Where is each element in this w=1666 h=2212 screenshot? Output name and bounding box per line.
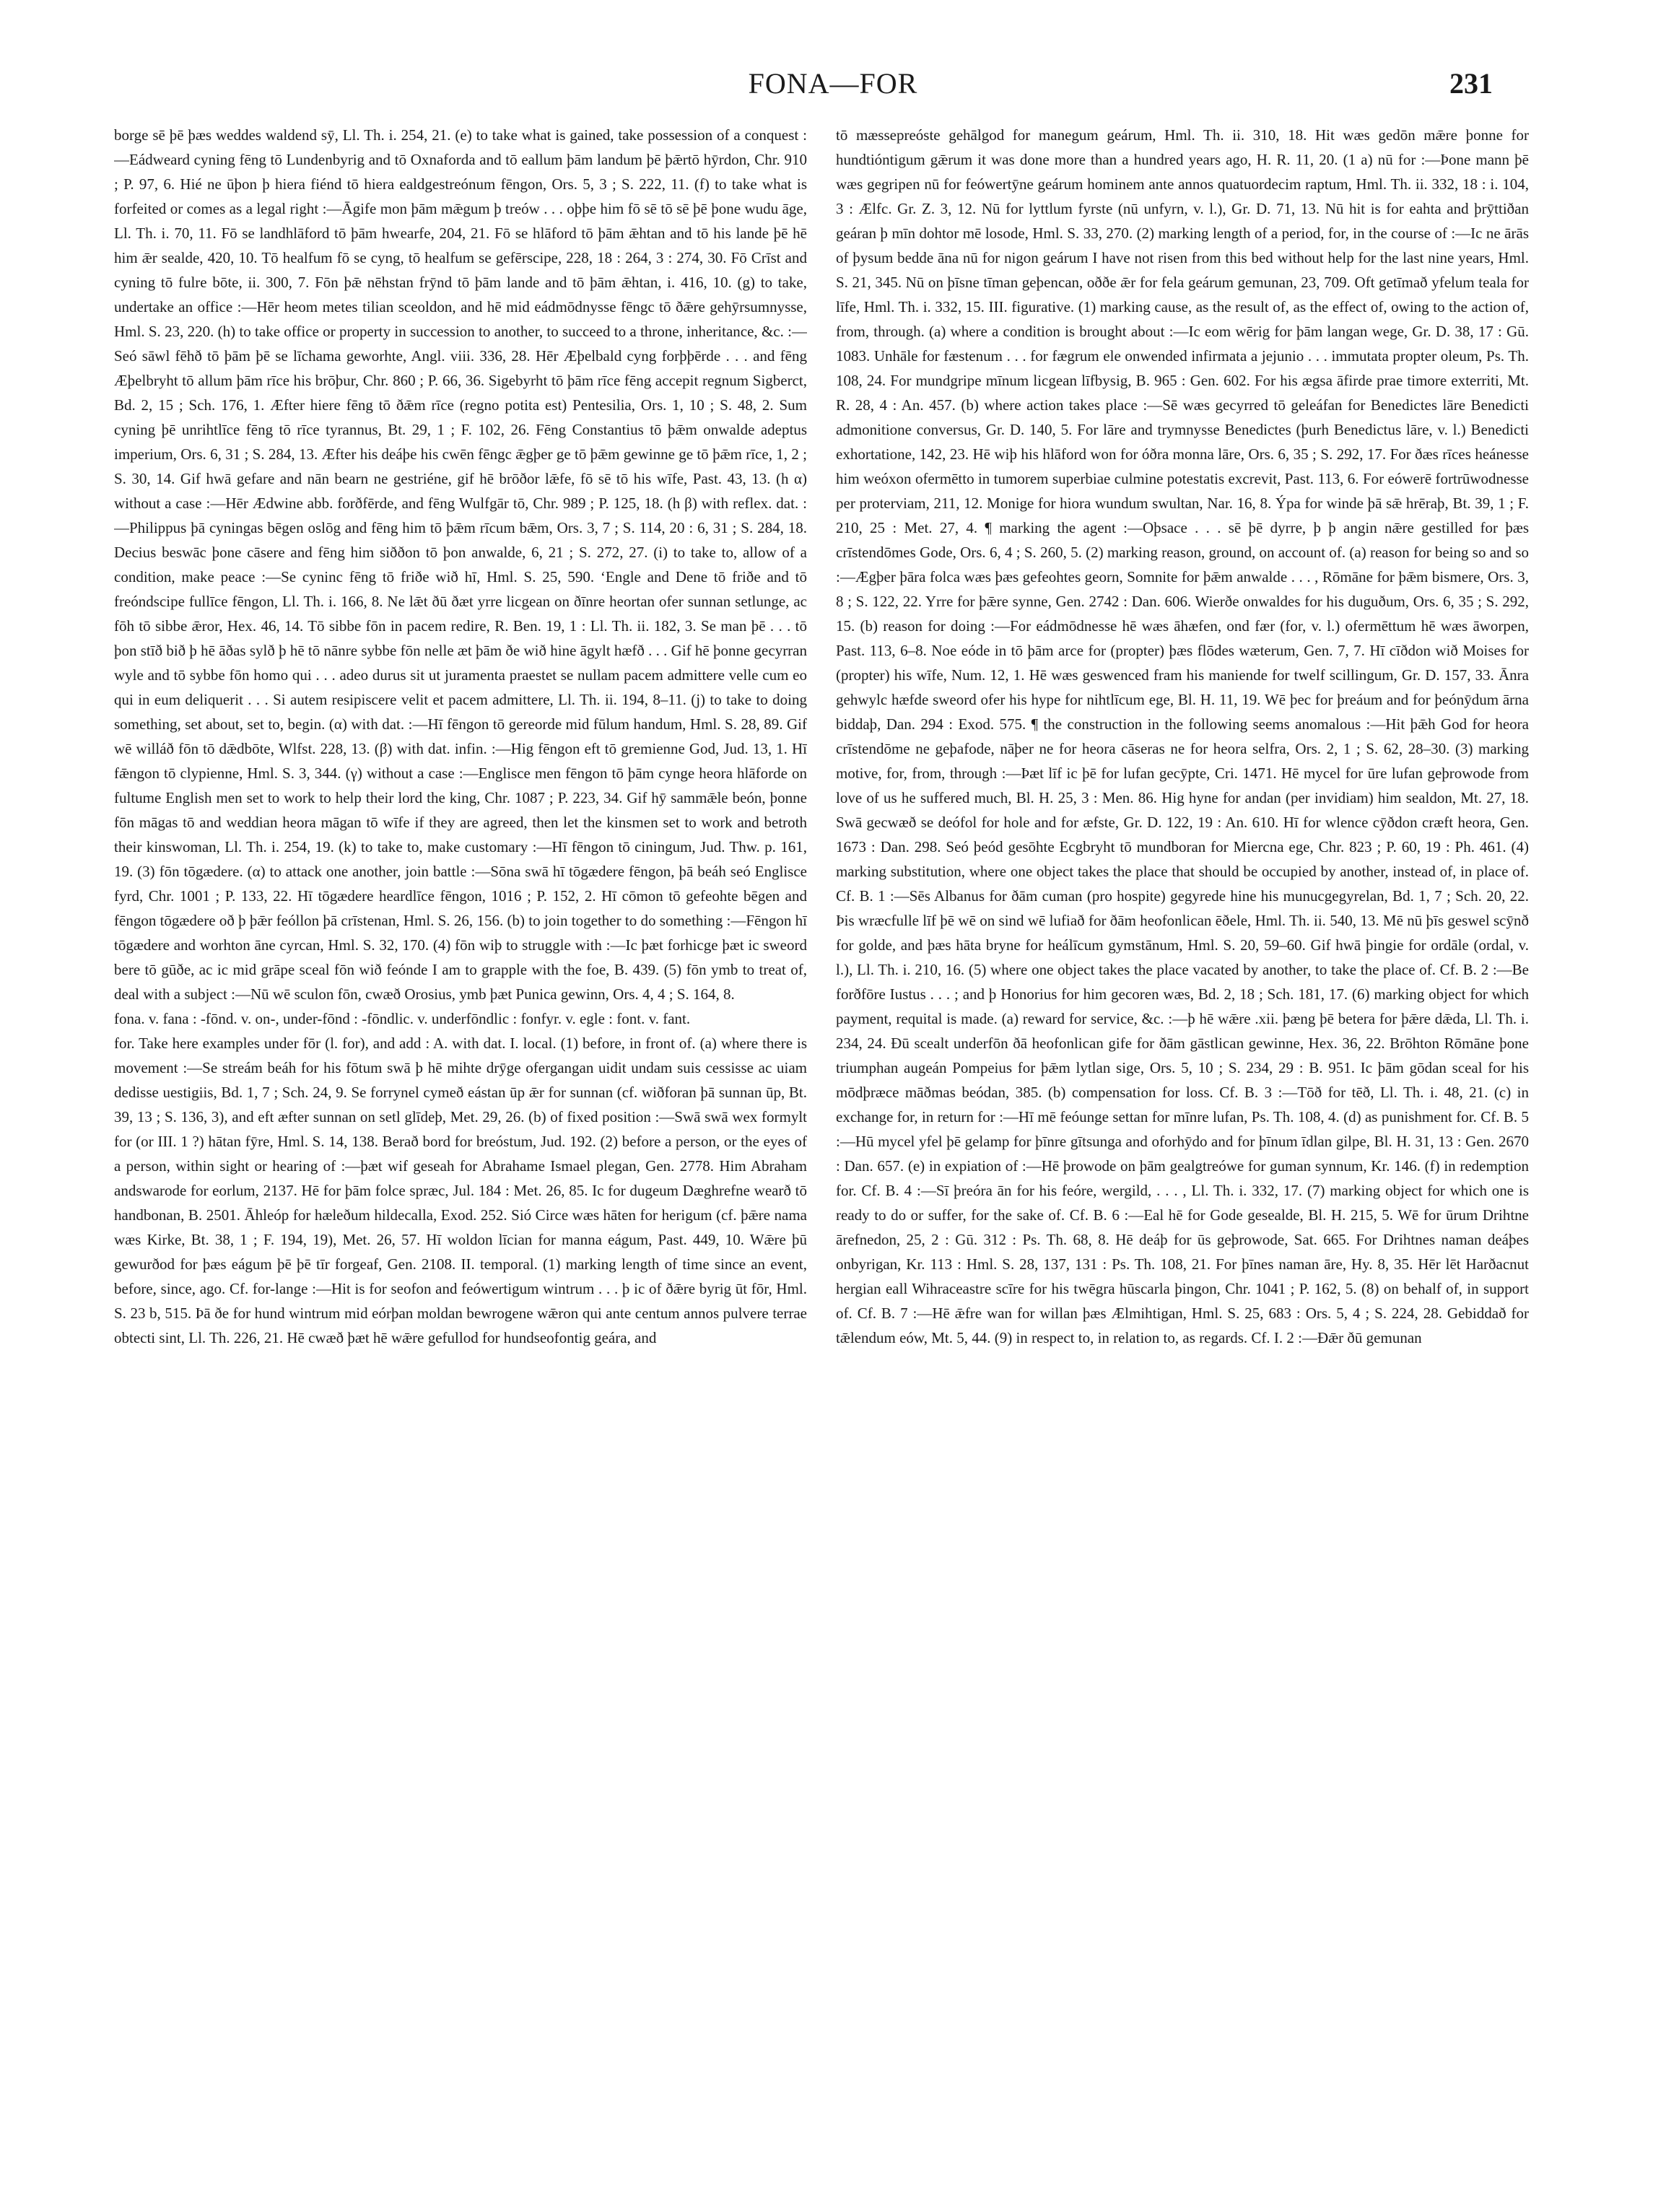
entry-text: borge sē þē þæs weddes waldend sȳ, Ll. Th. i. 254, 21. (e) to take what is gained, take possession of a conquest :—Eádweard cyning fēng tō Lundenbyrig and tō Oxnaforda and tō eallum þām landum þē þǣrtō hȳrdon, Chr. 910 ; P. 97, 6. Hié ne ūþon þ hiera fiénd tō hiera ealdgestreónum fēngon, Ors. 5, 3 ; S. 222, 11. (f) to take what is forfeited or comes as a legal right :—Āgife mon þām mǣgum þ treów . . . oþþe him fō sē tō sē þē þone wudu āge, Ll. Th. i. 70, 11. Fō se landhlāford tō þām hwearfe, 204, 21. Fō se hlāford tō þām ǣhtan and tō his lande þē hē him ǣr sealde, 420, 10. Tō healfum fō se cyng, tō healfum se gefērscipe, 228, 18 : 264, 3 : 274, 30. Fō Crīst and cyning tō fulre bōte, ii. 300, 7. Fōn þǣ nēhstan frȳnd tō þām lande and tō þām ǣhtan, i. 416, 10. (g) to take, undertake an office :—Hēr heom metes tilian sceoldon, and hē mid eádmōdnysse fēngc tō ðǣre gehȳrsumnysse, Hml. S. 23, 220. (h) to take office or property in succession to another, to succeed to a throne, inheritance, &c. :—Seó sāwl fēhð tō þām þē se līchama geworhte, Angl. viii. 336, 28. Hēr Æþelbald cyng forþþērde . . . and fēng Æþelbryht tō allum þām rīce his brōþur, Chr. 860 ; P. 66, 36. Sigebyrht tō þām rīce fēng accepit regnum Sigberct, Bd. 2, 15 ; Sch. 176, 1. Æfter hiere fēng tō ðǣm rīce (regno potita est) Pentesilia, Ors. 1, 10 ; S. 48, 2. Sum cyning þē unrihtlīce fēng tō rīce tyrannus, Bt. 29, 1 ; F. 102, 26. Fēng Constantius tō þǣm onwalde adeptus imperium, Ors. 6, 31 ; S. 284, 13. Æfter his deáþe his cwēn fēngc ǣgþer ge tō þǣm gewinne ge tō þǣm rīce, 1, 2 ; S. 30, 14. Gif hwā gefare and nān bearn ne gestriéne, gif hē brōðor lǣfe, fō sē tō his wīfe, Past. 43, 13. (h α) without a case :—Hēr Ædwine abb. forðfērde, and fēng Wulfgār tō, Chr. 989 ; P. 125, 18. (h β) with reflex. dat. :—Philippus þā cyningas bēgen oslōg and fēng him tō þǣm rīcum bǣm, Ors. 3, 7 ; S. 114, 20 : 6, 31 ; S. 284, 18. Decius beswāc þone cāsere and fēng him siððon tō þon anwalde, 6, 21 ; S. 272, 27. (i) to take to, allow of a condition, make peace :—Se cyninc fēng tō friðe wið hī, Hml. S. 25, 590. ‘Engle and Dene tō friðe and tō freóndscipe fullīce fēngon, Ll. Th. i. 166, 8. Ne lǣt ðū ðæt yrre licgean on ðīnre heortan ofer sunnan setlunge, ac fōh tō sibbe ǣror, Hex. 46, 14. Tō sibbe fōn in pacem redire, R. Ben. 19, 1 : Ll. Th. ii. 182, 3. Se man þē . . . tō þon stīð bið þ hē āðas sylð þ hē tō nānre sybbe fōn nelle æt þām ðe wið hine āgylt hæfð . . . Gif hē þonne gecyrran wyle and tō sybbe fōn homo qui . . . adeo durus sit ut juramenta praestet se nullam pacem admittere velle cum eo qui in eum deliquerit . . . Si autem resipiscere velit et pacem admittere, Ll. Th. ii. 194, 8–11. (j) to take to doing something, set about, set to, begin. (α) with dat. :—Hī fēngon tō gereorde mid fūlum handum, Hml. S. 28, 89. Gif wē willáð fōn tō dǣdbōte, Wlfst. 228, 13. (β) with dat. infin. :—Hig fēngon eft tō gremienne God, Jud. 13, 1. Hī fǣngon tō clypienne, Hml. S. 3, 344. (γ) without a case :—Englisce men fēngon tō þām cynge heora hlāforde on fultume English men set to work to help their lord the king, Chr. 1087 ; P. 223, 34. Gif hȳ sammǣle beón, þonne fōn māgas tō and weddian heora māgan tō wīfe if they are agreed, then let the kinsmen set to work and betroth their kinswoman, Ll. Th. i. 254, 19. (k) to take to, make customary :—Hī fēngon tō ciningum, Jud. Thw. p. 161, 19. (3) fōn tōgædere. (α) to attack one another, join battle :—Sōna swā hī tōgædere fēngon, þā beáh seó Englisce fyrd, Chr. 1001 ; P. 133, 22. Hī tōgædere heardlīce fēngon, 1016 ; P. 152, 2. Hī cōmon tō gefeohte bēgen and fēngon tōgædere oð þ þǣr feóllon þā crīstenan, Hml. S. 26, 156. (b) to join together to do something :—Fēngon hī tōgædere and worhton āne cyrcan, Hml. S. 32, 170. (4) fōn wiþ to struggle with :—Ic þæt forhicge þæt ic sweord bere tō gūðe, ac ic mid grāpe sceal fōn wið feónde I am to grapple with the foe, B. 439. (5) fōn ymb to treat of, deal with a subject :—Nū wē sculon fōn, cwæð Orosius, ymb þæt Punica gewinn, Ors. 4, 4 ; S. 164, 8. — [114, 126, 807, 1003]
entry-text: fona. v. fana : -fōnd. v. on-, under-fōnd : -fōndlic. v. underfōndlic : fonfyr. v. egle : font. v. fant. — [114, 1010, 691, 1027]
running-head — [0, 66, 1666, 110]
entry-text: for. Take here examples under fōr (l. for), and add : A. with dat. I. local. (1) before, in front of. (a) where there is movement :—Se streám beáh for his fōtum swā þ hē mihte drȳge ofergangan uidit undam suis cessisse ac uiam dedisse uestigiis, Bd. 1, 7 ; Sch. 24, 9. Se forrynel cymeð eástan ūp ǣr for sunnan (cf. wiðforan þā sunnan ūp, Bt. 39, 13 ; S. 136, 3), and eft æfter sunnan on setl glīdeþ, Met. 29, 26. (b) of fixed position :—Swā swā wex formylt for (or III. 1 ?) hātan fȳre, Hml. S. 14, 138. Berað bord for breóstum, Jud. 192. (2) before a person, or the eyes of a person, within sight or hearing of :—þæt wif geseah for Abrahame Ismael plegan, Gen. 2778. Him Abraham andswarode for eorlum, 2137. Hē for þām folce spræc, Jul. 184 : Met. 26, 85. Ic for dugeum Dæghrefne wearð tō handbonan, B. 2501. Āhleóp for hæleðum hildecalla, Exod. 252. Sió Circe wæs hāten for herigum (cf. þǣre nama wæs Kirke, Bt. 38, 1 ; F. 194, 19), Met. 26, 57. Hī woldon līcian for manna eágum, Past. 449, 10. Wǣre þū gewurðod for þæs eágum þē þē tīr forgeaf, Gen. 2108. II. temporal. (1) marking length of time since an event, before, since, ago. Cf. for-lange :—Hit is for seofon and feówertigum wintrum . . . þ ic of ðǣre byrig ūt fōr, Hml. S. 23 b, 515. Þā ðe for hund wintrum mid eórþan moldan bewrogene wǣron qui ante centum annos pulvere terrae obtecti sint, Ll. Th. 226, 21. Hē cwæð þæt hē wǣre gefullod for hundseofontig geára, and — [114, 1035, 807, 1346]
entry-text: tō mæssepreóste gehālgod for manegum geárum, Hml. Th. ii. 310, 18. Hit wæs gedōn mǣre þonne for hundtióntigum gǣrum it was done more than a hundred years ago, H. R. 11, 20. (1 a) nū for :—Þone mann þē wæs gegripen nū for feówertȳne geárum hominem ante annos quatuordecim raptum, Hml. Th. ii. 332, 18 : i. 104, 3 : Ælfc. Gr. Z. 3, 12. Nū for lyttlum fyrste (nū unfyrn, v. l.), Gr. D. 71, 13. Nū hit is for eahta and þrȳttiðan geáran þ mīn dohtor mē losode, Hml. S. 33, 270. (2) marking length of a period, for, in the course of :—Ic ne ārās of þysum bedde āna nū for nigon geárum I have not risen from this bed without help for the last nine years, Hml. S. 21, 345. Nū on þīsne tīman geþencan, oððe ǣr for fela geárum gemunan, 23, 709. Oft getīmað yfelum teala for līfe, Hml. Th. i. 332, 15. III. figurative. (1) marking cause, as the result of, as the effect of, owing to the action of, from, through. (a) where a condition is brought about :—Ic eom wērig for þām langan wege, Gr. D. 38, 17 : Gū. 1083. Unhāle for fæstenum . . . for fægrum ele onwended infirmata a jejunio . . . immutata propter oleum, Ps. Th. 108, 24. For mundgripe mīnum licgean līfbysig, B. 965 : Gen. 602. For his ægsa āfirde prae timore exterriti, Mt. R. 28, 4 : An. 457. (b) where action takes place :—Sē wæs gecyrred tō geleáfan for Benedictes lāre Benedicti admonitione conversus, Gr. D. 140, 5. For lāre and trymnysse Benedictes (þurh Benedictus lāre, v. l.) Benedicti exhortatione, 142, 23. Hē wiþ his hlāford won for óðra monna lāre, Ors. 6, 35 ; S. 292, 17. For ðæs rīces heánesse him weóxon ofermētto in tumorem superbiae culmine potestatis excrevit, Past. 113, 6. For eówerē fortrūwodnesse per proterviam, 211, 12. Monige for hiora wundum swultan, Nar. 16, 8. Ýpa for winde þā sǣ hrēraþ, Bt. 39, 1 ; F. 210, 25 : Met. 27, 4. ¶ marking the agent :—Oþsace . . . sē þē dyrre, þ þ angin nǣre gestilled for þæs crīstendōmes Gode, Ors. 6, 4 ; S. 260, 5. (2) marking reason, ground, on account of. (a) reason for being so and so :—Ægþer þāra folca wæs þæs gefeohtes georn, Somnite for þǣm anwalde . . . , Rōmāne for þǣm bismere, Ors. 3, 8 ; S. 122, 22. Yrre for þǣre synne, Gen. 2742 : Dan. 606. Wierðe onwaldes for his duguðum, Ors. 6, 35 ; S. 292, 15. (b) reason for doing :—For eádmōdnesse hē wæs āhæfen, ond fær (for, v. l.) ofermēttum hē wæs āworpen, Past. 113, 6–8. Noe eóde in tō þām arce for (propter) þæs flōdes wæterum, Gen. 7, 7. Hī cīðdon wið Moises for (propter) his wīfe, Num. 12, 1. Hē wæs geswenced fram his maniende for twelf scillingum, Gr. D. 157, 33. Ānra gehwylc hæfde sweord ofer his hype for nihtlīcum ege, Bl. H. 11, 19. Wē þec for þreáum and for þeónȳdum ārna biddaþ, Dan. 294 : Exod. 575. ¶ the construction in the following seems anomalous :—Hit þǣh God for heora crīstendōme ne geþafode, nāþer ne for heora cāseras ne for heora selfra, Ors. 2, 1 ; S. 62, 28–30. (3) marking motive, for, from, through :—Þæt līf ic þē for lufan gecȳpte, Cri. 1471. Hē mycel for ūre lufan geþrowode from love of us he suffered much, Bl. H. 25, 3 : Men. 86. Hig hyne for andan (per invidiam) him sealdon, Mt. 27, 18. Swā gecwæð se deófol for hole and for æfste, Gr. D. 122, 19 : An. 610. Hī for wlence cȳðdon cræft heora, Gen. 1673 : Dan. 298. Seó þeód gesōhte Ecgbryht tō mundboran for Miercna ege, Chr. 823 ; P. 60, 19 : Ph. 461. (4) marking substitution, where one object takes the place that should be occupied by another, instead of, in place of. Cf. B. 1 :—Sēs Albanus for ðām cuman (pro hospite) gegyrede hine his munucgegyrelan, Bd. 1, 7 ; Sch. 20, 22. Þis wræcfulle līf þē wē on sind wē lufiað for ðām heofonlican ēðele, Hml. Th. ii. 540, 13. Mē nū þīs geswel scȳnð for golde, and þæs hāta bryne for heálīcum gymstānum, Hml. S. 20, 59–60. Gif hwā þingie for ordāle (ordal, v. l.), Ll. Th. i. 210, 16. (5) where one object takes the place vacated by another, to take the place of. Cf. B. 2 :—Be forðfōre Iustus . . . ; and þ Honorius for him gecoren wæs, Bd. 2, 18 ; Sch. 181, 17. (6) marking object for which payment, requital is made. (a) reward for service, &c. :—þ hē wǣre .xii. þæng þē betera for þǣre dǣda, Ll. Th. i. 234, 24. Ðū scealt underfōn ðā heofonlican gife for ðām gāstlican gewinne, Hex. 36, 22. Brōhton Rōmāne þone triumphan augeán Pompeius for þǣm lytlan sige, Ors. 5, 10 ; S. 234, 29 : B. 951. Ic þām gōdan sceal for his mōdþræce māðmas beódan, 385. (b) compensation for loss. Cf. B. 3 :—Tōð for tēð, Ll. Th. i. 48, 21. (c) in exchange for, in return for :—Hī mē feóunge settan for mīnre lufan, Ps. Th. 108, 4. (d) as punishment for. Cf. B. 5 :—Hū mycel yfel þē gelamp for þīnre gītsunga and oforhȳdo and for þīnum īdlan gilpe, Bl. H. 31, 13 : Gen. 2670 : Dan. 657. (e) in expiation of :—Hē þrowode on þām gealgtreówe for guman synnum, Kr. 146. (f) in redemption for. Cf. B. 4 :—Sī þreóra ān for his feóre, wergild, . . . , Ll. Th. i. 332, 17. (7) marking object for which one is ready to do or suffer, for the sake of. Cf. B. 6 :—Eal hē for Gode gesealde, Bl. H. 215, 5. Wē for ūrum Drihtne ārefnedon, 25, 2 : Gū. 312 : Ps. Th. 68, 8. Hē deáþ for ūs geþrowode, Sat. 665. For Drihtnes naman deáþes onbyrigan, Kr. 113 : Hml. S. 28, 137, 131 : Ps. Th. 108, 21. For þīnes naman āre, Hy. 8, 35. Hēr lēt Harðacnut hergian eall Wihraceastre scīre for his twēgra hūscarla þingon, Chr. 1041 ; P. 162, 5. (8) on behalf of, in support of. Cf. B. 7 :—Hē ǣfre wan for willan þæs Ælmihtigan, Hml. S. 25, 683 : Ors. 5, 4 ; S. 224, 28. Gebiddað for tǣlendum eów, Mt. 5, 44. (9) in respect to, in relation to, as regards. Cf. I. 2 :—Ðǣr ðū gemunan — [836, 126, 1529, 1346]
left-column — [114, 123, 807, 2029]
right-column — [836, 123, 1529, 2029]
page-title: FONA—FOR — [748, 67, 918, 100]
page-number: 231 — [1449, 67, 1493, 100]
